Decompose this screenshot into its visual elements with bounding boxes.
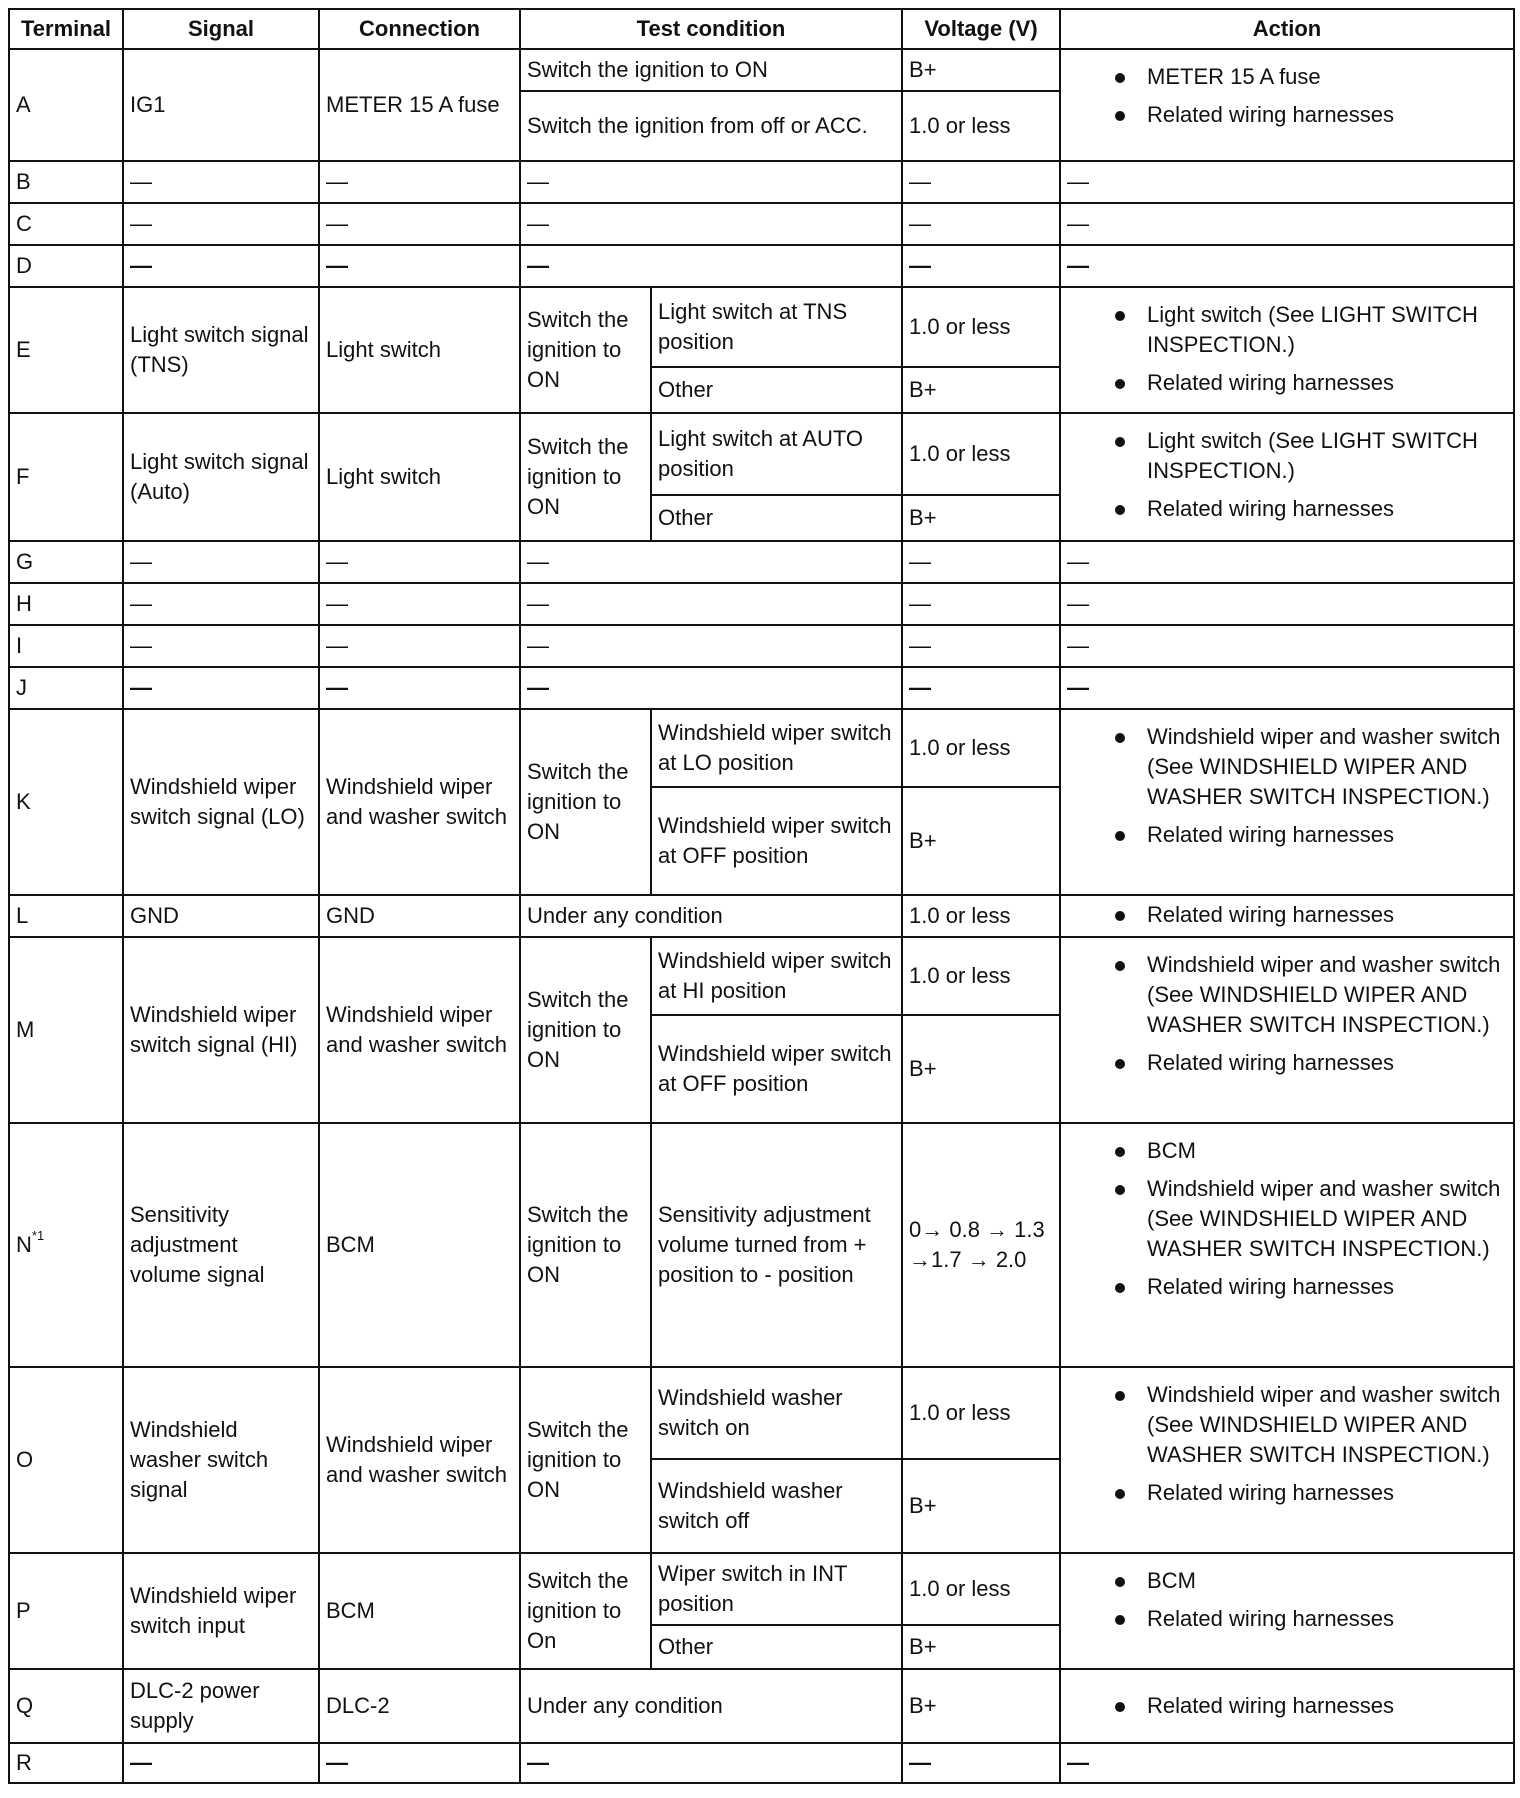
condition-cell: — <box>520 1743 902 1783</box>
voltage-cell: B+ <box>902 367 1060 413</box>
action-cell <box>1060 937 1514 1123</box>
header-test-condition: Test condition <box>520 9 902 49</box>
connection-cell: — <box>319 583 520 625</box>
signal-cell: Windshield wiper switch signal (HI) <box>123 937 319 1123</box>
action-cell <box>1060 895 1514 937</box>
table-row-j <box>9 667 1514 709</box>
action-item: Related wiring harnesses <box>1067 494 1505 524</box>
subcondition-cell: Windshield wiper switch at OFF position <box>651 1015 902 1123</box>
terminal-cell: I <box>9 625 123 667</box>
table-row-g <box>9 541 1514 583</box>
subcondition-cell: Windshield wiper switch at LO position <box>651 709 902 787</box>
connection-cell: Windshield wiper and washer switch <box>319 937 520 1123</box>
terminal-cell: L <box>9 895 123 937</box>
voltage-cell: — <box>902 625 1060 667</box>
terminal-cell: D <box>9 245 123 287</box>
signal-cell: — <box>123 625 319 667</box>
connection-cell: — <box>319 541 520 583</box>
terminal-cell: C <box>9 203 123 245</box>
voltage-cell: — <box>902 667 1060 709</box>
voltage-cell: — <box>902 583 1060 625</box>
action-item: Windshield wiper and washer switch (See WINDSHIELD WIPER AND WASHER SWITCH INSPECTION.) <box>1067 1174 1505 1264</box>
condition-cell: Switch the ignition to ON <box>520 287 651 413</box>
header-voltage: Voltage (V) <box>902 9 1060 49</box>
condition-cell: — <box>520 161 902 203</box>
subcondition-cell: Windshield wiper switch at OFF position <box>651 787 902 895</box>
action-item: METER 15 A fuse <box>1067 62 1505 92</box>
signal-cell: Windshield wiper switch signal (LO) <box>123 709 319 895</box>
action-cell: — <box>1060 203 1514 245</box>
voltage-cell: B+ <box>902 1625 1060 1669</box>
signal-cell: GND <box>123 895 319 937</box>
table-row-c <box>9 203 1514 245</box>
table-row-i <box>9 625 1514 667</box>
voltage-cell: B+ <box>902 1669 1060 1743</box>
subcondition-cell: Windshield washer switch on <box>651 1367 902 1459</box>
signal-cell: Windshield washer switch signal <box>123 1367 319 1553</box>
terminal-cell: B <box>9 161 123 203</box>
action-cell <box>1060 709 1514 895</box>
action-item: Related wiring harnesses <box>1067 368 1505 398</box>
table-row-a <box>9 49 1514 91</box>
subcondition-cell: Other <box>651 495 902 541</box>
signal-cell: — <box>123 1743 319 1783</box>
signal-cell: — <box>123 161 319 203</box>
condition-cell: Switch the ignition to ON <box>520 1367 651 1553</box>
action-item: Windshield wiper and washer switch (See WINDSHIELD WIPER AND WASHER SWITCH INSPECTION.) <box>1067 722 1505 812</box>
action-cell <box>1060 1123 1514 1367</box>
terminal-cell: P <box>9 1553 123 1669</box>
terminal-cell: M <box>9 937 123 1123</box>
action-cell: — <box>1060 583 1514 625</box>
connection-cell: — <box>319 203 520 245</box>
action-cell <box>1060 49 1514 161</box>
action-cell: — <box>1060 161 1514 203</box>
condition-cell: Switch the ignition to ON <box>520 937 651 1123</box>
voltage-cell: B+ <box>902 495 1060 541</box>
signal-cell: DLC-2 power supply <box>123 1669 319 1743</box>
signal-cell: — <box>123 245 319 287</box>
terminal-cell: R <box>9 1743 123 1783</box>
voltage-cell: 1.0 or less <box>902 287 1060 367</box>
action-item: Related wiring harnesses <box>1067 1478 1505 1508</box>
subcondition-cell: Sensitivity adjustment volume turned from + position to - position <box>651 1123 902 1367</box>
action-item: Windshield wiper and washer switch (See WINDSHIELD WIPER AND WASHER SWITCH INSPECTION.) <box>1067 950 1505 1040</box>
connection-cell: — <box>319 667 520 709</box>
table-row-f <box>9 413 1514 495</box>
voltage-cell: 0→ 0.8 → 1.3 →1.7 → 2.0 <box>902 1123 1060 1367</box>
connection-cell: DLC-2 <box>319 1669 520 1743</box>
header-signal: Signal <box>123 9 319 49</box>
voltage-cell: 1.0 or less <box>902 937 1060 1015</box>
action-item: Related wiring harnesses <box>1067 1691 1507 1721</box>
action-cell <box>1060 413 1514 541</box>
footnote-marker: *1 <box>31 1228 45 1243</box>
connection-cell: BCM <box>319 1553 520 1669</box>
voltage-cell: B+ <box>902 787 1060 895</box>
table-row-d <box>9 245 1514 287</box>
header-row <box>9 9 1514 49</box>
voltage-cell: — <box>902 245 1060 287</box>
action-item: BCM <box>1067 1566 1505 1596</box>
terminal-table-container <box>8 8 1513 1784</box>
subcondition-cell: Windshield washer switch off <box>651 1459 902 1553</box>
subcondition-cell: Wiper switch in INT position <box>651 1553 902 1625</box>
action-cell <box>1060 1553 1514 1669</box>
table-row-q <box>9 1669 1514 1743</box>
table-row-o <box>9 1367 1514 1459</box>
connection-cell: — <box>319 161 520 203</box>
subcondition-cell: Windshield wiper switch at HI position <box>651 937 902 1015</box>
condition-cell: — <box>520 203 902 245</box>
terminal-cell: H <box>9 583 123 625</box>
signal-cell: — <box>123 667 319 709</box>
terminal-cell <box>9 1123 123 1367</box>
action-item: Related wiring harnesses <box>1067 1604 1505 1634</box>
connection-cell: — <box>319 245 520 287</box>
action-item: Light switch (See LIGHT SWITCH INSPECTION.) <box>1067 300 1505 360</box>
condition-cell: — <box>520 541 902 583</box>
action-item: Light switch (See LIGHT SWITCH INSPECTION.) <box>1067 426 1505 486</box>
action-item: BCM <box>1067 1136 1505 1166</box>
action-cell: — <box>1060 541 1514 583</box>
signal-cell: — <box>123 541 319 583</box>
table-row-h <box>9 583 1514 625</box>
table-row-l <box>9 895 1514 937</box>
table-row-k <box>9 709 1514 787</box>
voltage-cell: — <box>902 1743 1060 1783</box>
terminal-cell: F <box>9 413 123 541</box>
action-item: Related wiring harnesses <box>1067 100 1505 130</box>
table-row-p <box>9 1553 1514 1625</box>
condition-cell: Under any condition <box>520 1669 902 1743</box>
terminal-cell: K <box>9 709 123 895</box>
voltage-cell: B+ <box>902 1459 1060 1553</box>
condition-cell: — <box>520 583 902 625</box>
voltage-cell: 1.0 or less <box>902 709 1060 787</box>
action-cell <box>1060 1367 1514 1553</box>
voltage-cell: 1.0 or less <box>902 91 1060 161</box>
terminal-cell: G <box>9 541 123 583</box>
connection-cell: GND <box>319 895 520 937</box>
terminal-cell: J <box>9 667 123 709</box>
header-action: Action <box>1060 9 1514 49</box>
condition-cell: Switch the ignition to ON <box>520 1123 651 1367</box>
header-terminal: Terminal <box>9 9 123 49</box>
connection-cell: BCM <box>319 1123 520 1367</box>
action-item: Related wiring harnesses <box>1067 1048 1505 1078</box>
voltage-cell: 1.0 or less <box>902 895 1060 937</box>
condition-cell: Switch the ignition to ON <box>520 49 902 91</box>
connection-cell: Windshield wiper and washer switch <box>319 709 520 895</box>
voltage-cell: B+ <box>902 49 1060 91</box>
signal-cell: — <box>123 583 319 625</box>
terminal-cell: A <box>9 49 123 161</box>
subcondition-cell: Other <box>651 367 902 413</box>
condition-cell: Switch the ignition to ON <box>520 709 651 895</box>
action-cell: — <box>1060 625 1514 667</box>
action-cell: — <box>1060 245 1514 287</box>
terminal-cell: Q <box>9 1669 123 1743</box>
voltage-cell: 1.0 or less <box>902 1553 1060 1625</box>
signal-cell: Windshield wiper switch input <box>123 1553 319 1669</box>
condition-cell: — <box>520 245 902 287</box>
action-item: Windshield wiper and washer switch (See WINDSHIELD WIPER AND WASHER SWITCH INSPECTION.) <box>1067 1380 1505 1470</box>
voltage-cell: — <box>902 203 1060 245</box>
condition-cell: Switch the ignition from off or ACC. <box>520 91 902 161</box>
table-row-r <box>9 1743 1514 1783</box>
action-cell: — <box>1060 667 1514 709</box>
connection-cell: Windshield wiper and washer switch <box>319 1367 520 1553</box>
connection-cell: — <box>319 625 520 667</box>
condition-cell: — <box>520 625 902 667</box>
terminal-letter: N <box>16 1232 32 1257</box>
table-row-n <box>9 1123 1514 1367</box>
subcondition-cell: Other <box>651 1625 902 1669</box>
terminal-cell: O <box>9 1367 123 1553</box>
signal-cell: — <box>123 203 319 245</box>
signal-cell: Sensitivity adjustment volume signal <box>123 1123 319 1367</box>
table-row-e <box>9 287 1514 367</box>
connection-cell: Light switch <box>319 413 520 541</box>
subcondition-cell: Light switch at TNS position <box>651 287 902 367</box>
voltage-cell: B+ <box>902 1015 1060 1123</box>
connection-cell: — <box>319 1743 520 1783</box>
connection-cell: Light switch <box>319 287 520 413</box>
condition-cell: Switch the ignition to ON <box>520 413 651 541</box>
terminal-voltage-table <box>8 8 1515 1784</box>
signal-cell: IG1 <box>123 49 319 161</box>
table-row-m <box>9 937 1514 1015</box>
action-cell <box>1060 1669 1514 1743</box>
subcondition-cell: Light switch at AUTO position <box>651 413 902 495</box>
voltage-cell: — <box>902 541 1060 583</box>
action-item: Related wiring harnesses <box>1067 1272 1505 1302</box>
terminal-cell: E <box>9 287 123 413</box>
signal-cell: Light switch signal (Auto) <box>123 413 319 541</box>
action-cell <box>1060 287 1514 413</box>
header-connection: Connection <box>319 9 520 49</box>
condition-cell: Switch the ignition to On <box>520 1553 651 1669</box>
condition-cell: — <box>520 667 902 709</box>
condition-cell: Under any condition <box>520 895 902 937</box>
action-item: Related wiring harnesses <box>1067 820 1505 850</box>
action-cell: — <box>1060 1743 1514 1783</box>
table-row-b <box>9 161 1514 203</box>
voltage-cell: 1.0 or less <box>902 1367 1060 1459</box>
voltage-cell: 1.0 or less <box>902 413 1060 495</box>
action-item: Related wiring harnesses <box>1067 900 1505 930</box>
signal-cell: Light switch signal (TNS) <box>123 287 319 413</box>
connection-cell: METER 15 A fuse <box>319 49 520 161</box>
voltage-cell: — <box>902 161 1060 203</box>
